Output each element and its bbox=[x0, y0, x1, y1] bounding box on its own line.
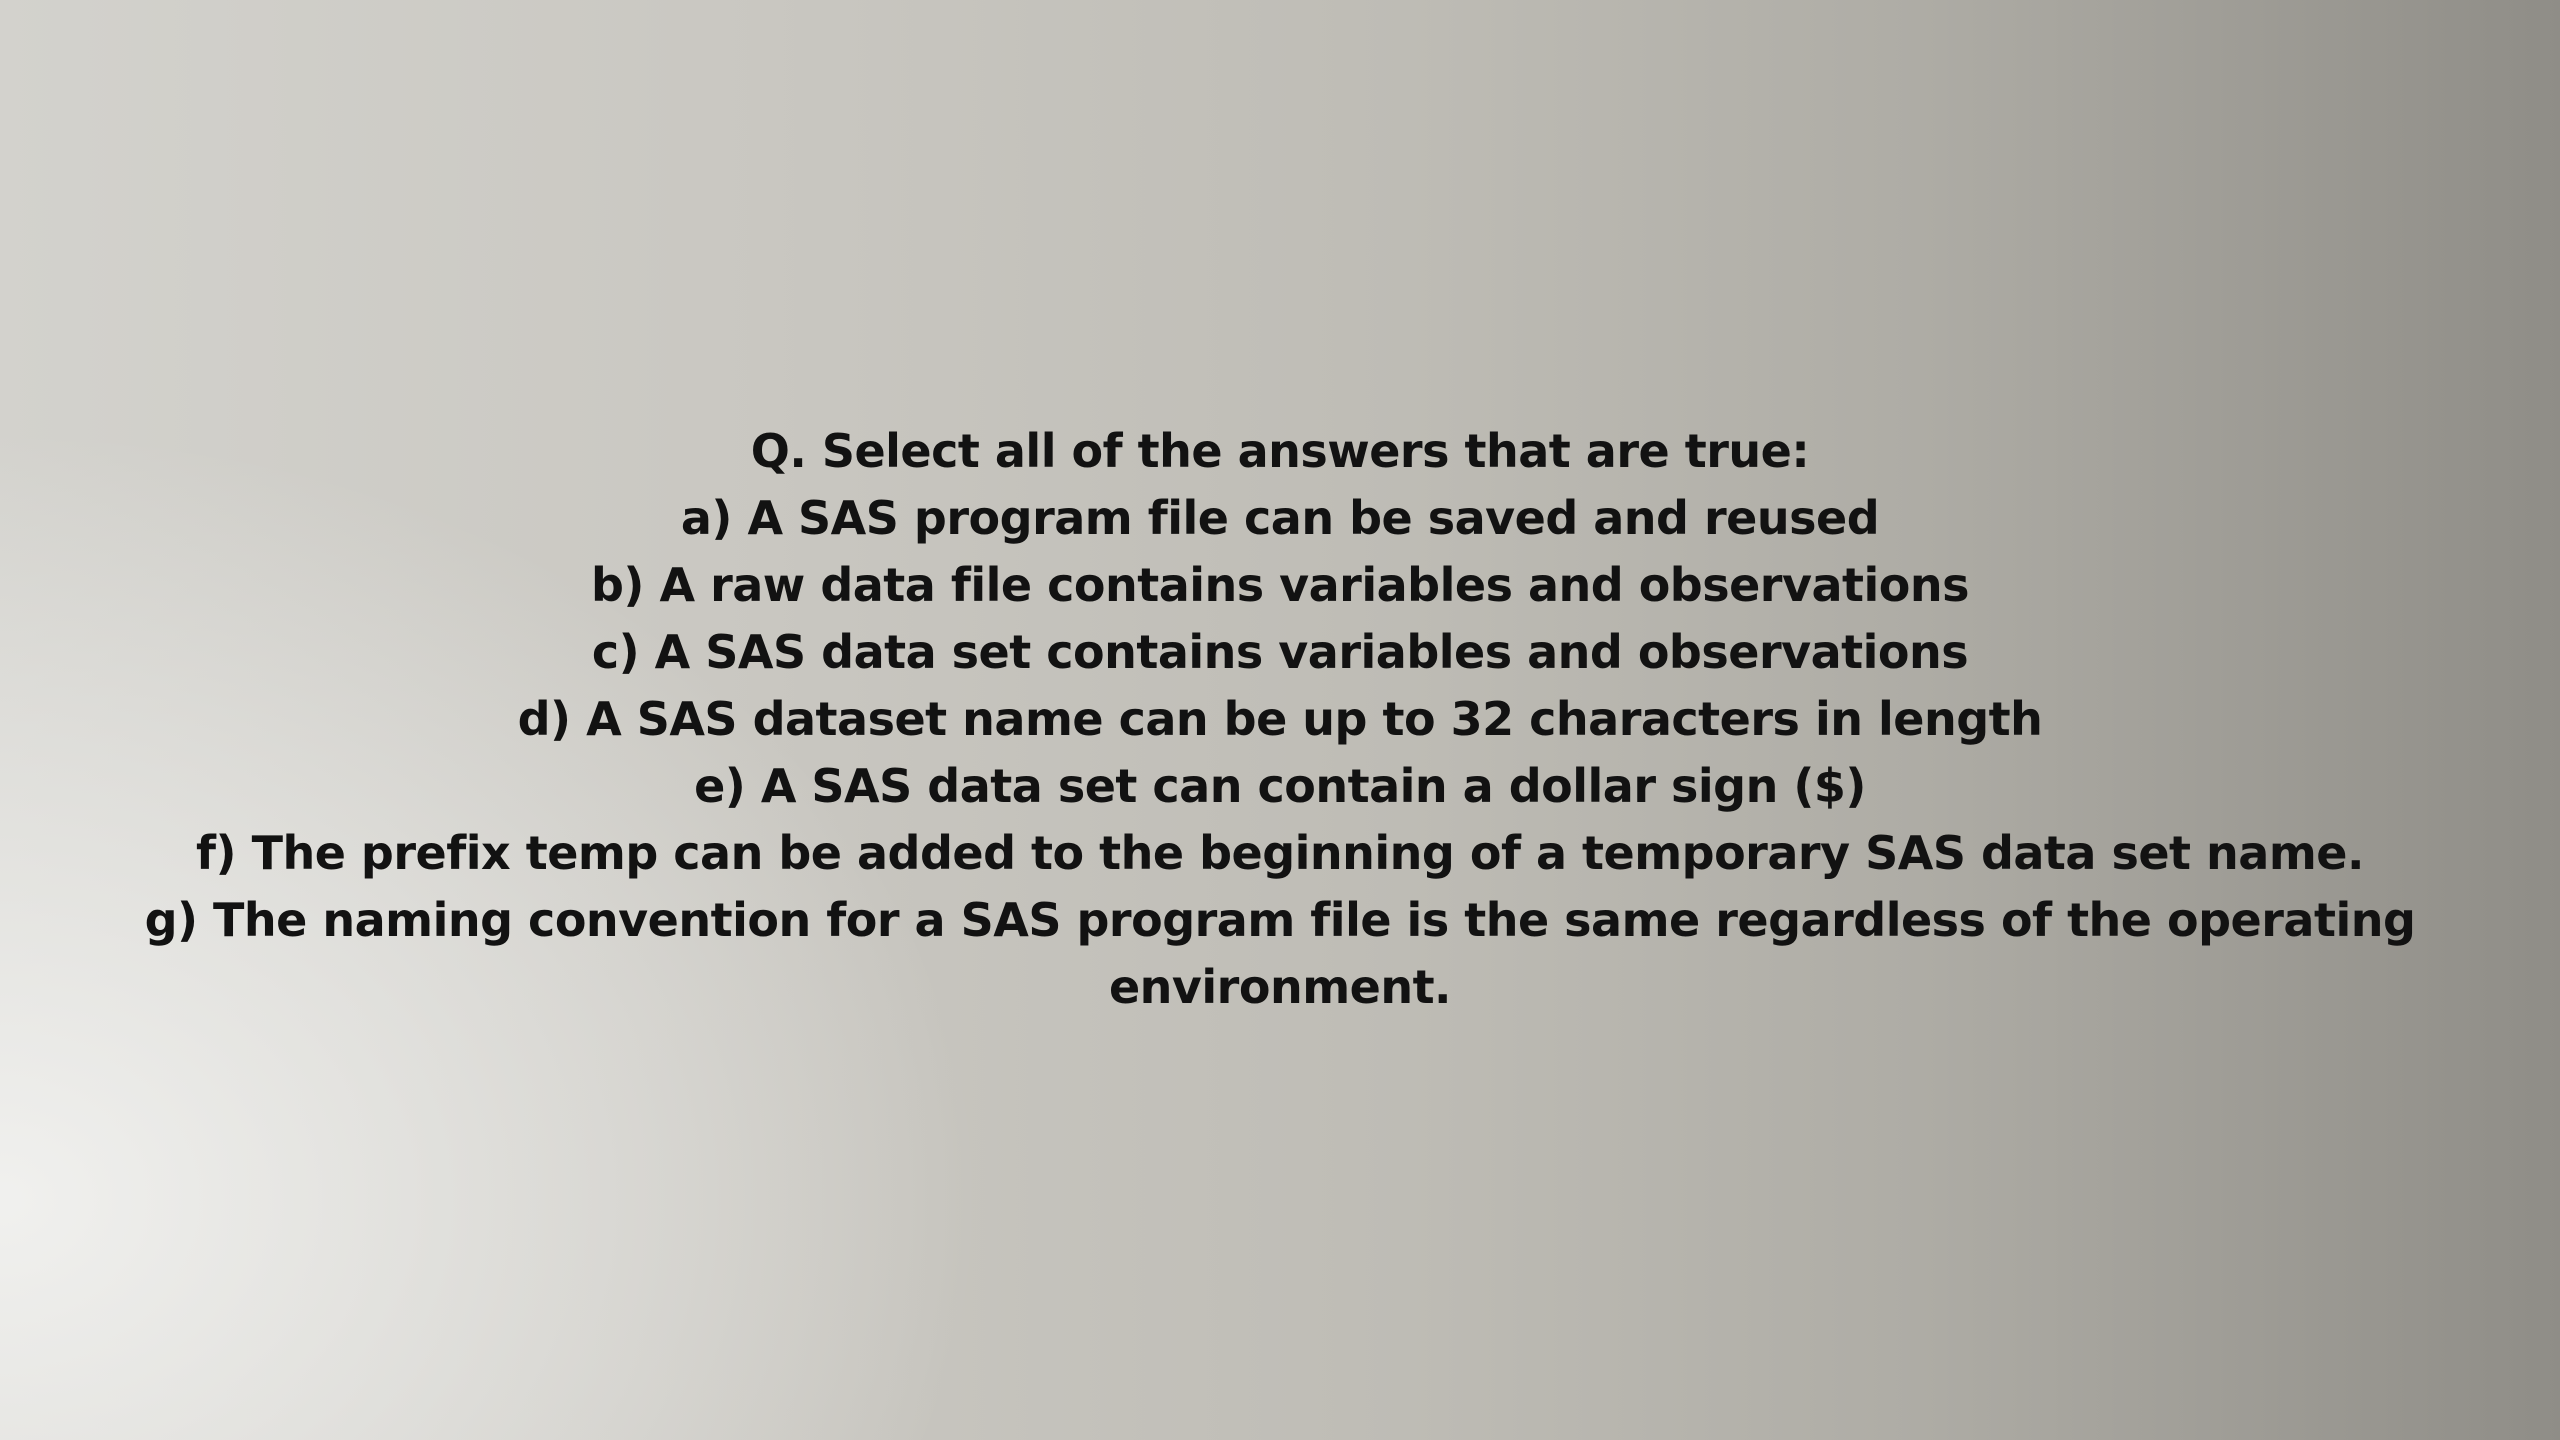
question-text: Q. Select all of the answers that are true: bbox=[750, 424, 1810, 478]
answer-option-a: a) A SAS program file can be saved and reused bbox=[680, 491, 1880, 545]
answer-option-g-continued: environment. bbox=[1108, 960, 1452, 1014]
question-block bbox=[0, 418, 2560, 1021]
answer-option-g: g) The naming convention for a SAS program file is the same regardless of the operating bbox=[144, 893, 2416, 947]
answer-option-e: e) A SAS data set can contain a dollar sign ($) bbox=[694, 759, 1866, 813]
answer-option-f: f) The prefix temp can be added to the beginning of a temporary SAS data set name. bbox=[196, 826, 2364, 880]
answer-option-c: c) A SAS data set contains variables and observations bbox=[591, 625, 1969, 679]
answer-option-b: b) A raw data file contains variables and observations bbox=[591, 558, 1969, 612]
answer-option-d: d) A SAS dataset name can be up to 32 characters in length bbox=[517, 692, 2043, 746]
